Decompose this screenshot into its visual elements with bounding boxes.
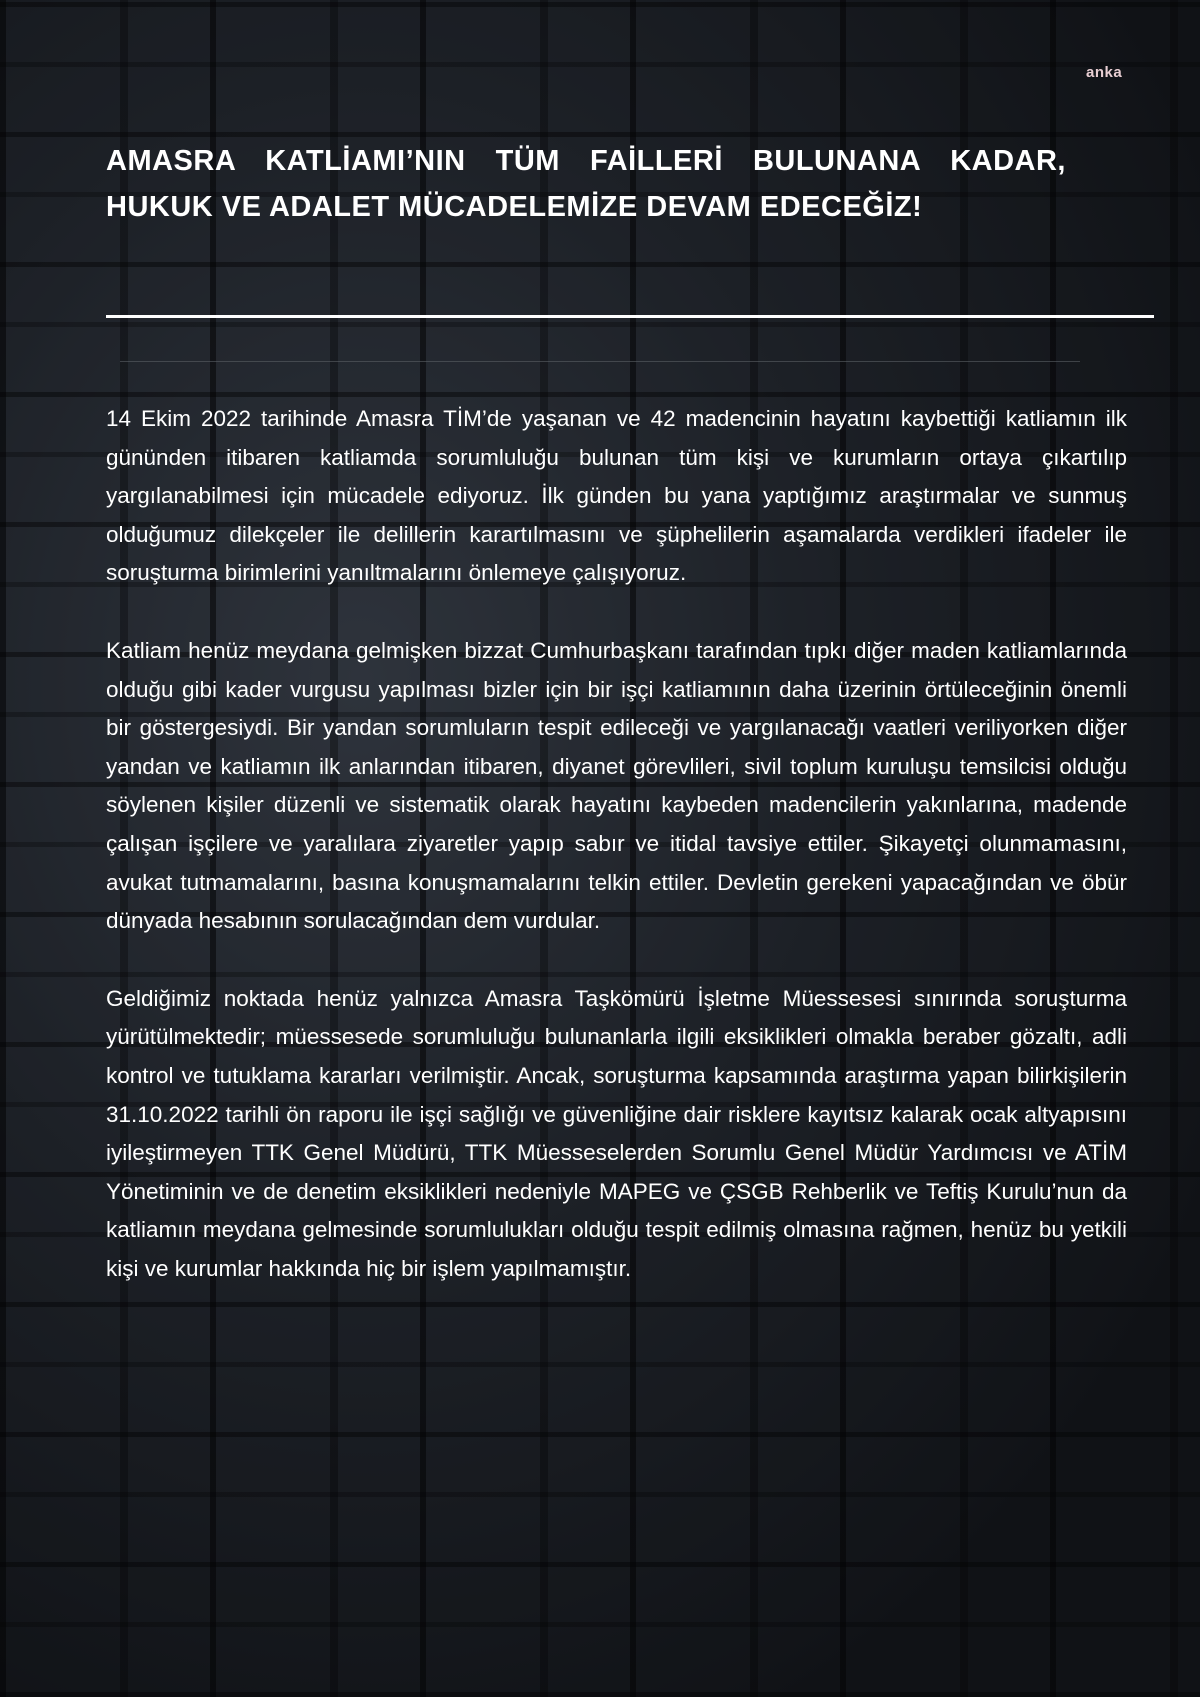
anka-logo: anka — [1086, 64, 1123, 81]
paragraph-3: Geldiğimiz noktada henüz yalnızca Amasra Taşkömürü İşletme Müessesesi sınırında soruşturma yürütülmektedir; müessesede sorumluluğu bulunanlarla ilgili eksiklikleri olmakla beraber gözaltı, adli kontrol ve tutuklama kararları verilmiştir. Ancak, soruşturma kapsamında araştırma yapan bilirkişilerin 31.10.2022 tarihli ön raporu ile işçi sağlığı ve güvenliğine dair risklere kayıtsız kalarak ocak altyapısını iyileştirmeyen TTK Genel Müdürü, TTK Müesseselerden Sorumlu Genel Müdür Yardımcısı ve ATİM Yönetiminin ve de denetim eksiklikleri nedeniyle MAPEG ve ÇSGB Rehberlik ve Teftiş Kurulu’nun da katliamın meydana gelmesinde sorumlulukları olduğu tespit edilmiş olmasına rağmen, henüz bu yetkili kişi ve kurumlar hakkında hiç bir işlem yapılmamıştır. — [106, 985, 1127, 1281]
page-title: AMASRA KATLİAMI’NIN TÜM FAİLLERİ BULUNANA KADAR, HUKUK VE ADALET MÜCADELEMİZE DEVAM EDECEĞİZ! — [106, 145, 1066, 223]
paragraph-1: 14 Ekim 2022 tarihinde Amasra TİM’de yaşanan ve 42 madencinin hayatını kaybettiği katliamın ilk gününden itibaren katliamda sorumluluğu bulunan tüm kişi ve kurumların ortaya çıkartılıp yargılanabilmesi için mücadele ediyoruz. İlk günden bu yana yaptığımız araştırmalar ve sunmuş olduğumuz dilekçeler ile delillerin karartılmasını ve şüphelilerin aşamalarda verdikleri ifadeler ile soruşturma birimlerini yanıltmalarını önlemeye çalışıyoruz. — [106, 406, 1127, 586]
faint-divider — [120, 361, 1080, 362]
paragraph-2: Katliam henüz meydana gelmişken bizzat Cumhurbaşkanı tarafından tıpkı diğer maden katliamlarında olduğu gibi kader vurgusu yapılması bizler için bir işçi katliamının daha üzerinin örtüleceğinin önemli bir göstergesiydi. Bir yandan sorumluların tespit edileceği ve yargılanacağı vaatleri veriliyorken diğer yandan ve katliamın ilk anlarından itibaren, diyanet görevlileri, sivil toplum kuruluşu temsilcisi olduğu söylenen kişiler düzenli ve sistematik olarak hayatını kaybeden madencilerin yakınlarına, madende çalışan işçilere ve yaralılara ziyaretler yapıp sabır ve itidal tavsiye ettiler. Şikayetçi olunmamasını, avukat tutmamalarını, basına konuşmamalarını telkin ettiler. Devletin gerekeni yapacağından ve öbür dünyada hesabının sorulacağından dem vurdular. — [106, 637, 1127, 934]
statement-body — [106, 400, 1127, 1327]
title-divider — [106, 315, 1154, 318]
